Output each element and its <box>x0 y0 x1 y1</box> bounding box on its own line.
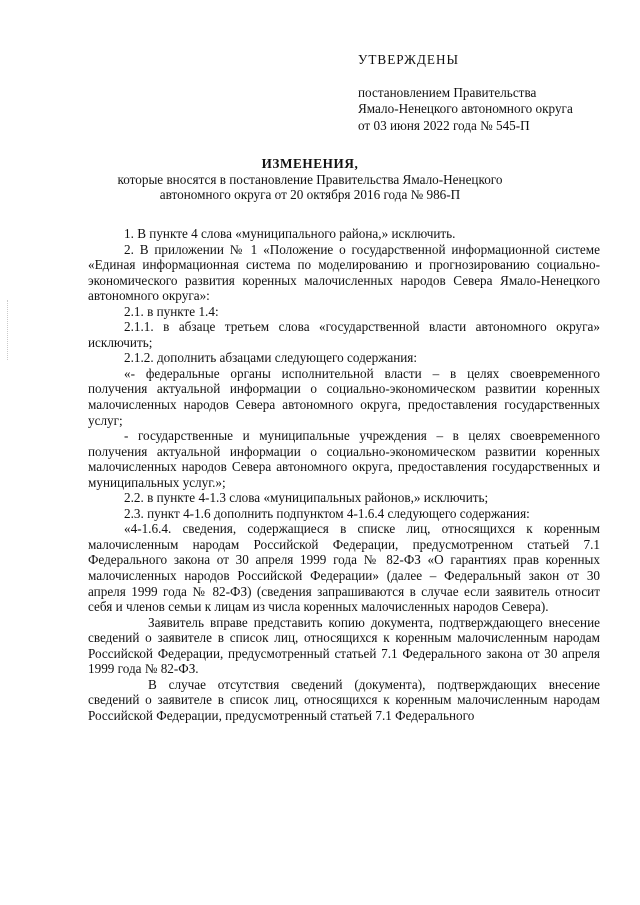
paragraph-federal-bodies: «- федеральные органы исполнительной власти – в целях своевременного получения актуальной информации о социально-экономическом развитии коренных малочисленных народов Севера автономного округа, предоставления государственных услуг; <box>88 365 600 428</box>
paragraph-2-3: 2.3. пункт 4-1.6 дополнить подпунктом 4-1.6.4 следующего содержания: <box>124 505 530 521</box>
approval-line: постановлением Правительства <box>358 84 537 100</box>
paragraph-2-2: 2.2. в пункте 4-1.3 слова «муниципальных районов,» исключить; <box>124 490 489 506</box>
paragraph-1: 1. В пункте 4 слова «муниципального района,» исключить. <box>124 226 456 241</box>
paragraph-4-1-6-4: «4-1.6.4. сведения, содержащиеся в списке лиц, относящихся к коренным малочисленным народам Российской Федерации, предусмотренном статьей 7.1 Федерального закона от 30 апреля 1999 года № 82-ФЗ «О гарантиях прав коренных малочисленных народов Российской Федерации» (далее – Федеральный закон от 30 апреля 1999 года № 82-ФЗ) (сведения запрашиваются в случае если заявитель относит себя и членов семьи к лицам из числа коренных малочисленных народов Севера). <box>88 521 600 615</box>
paragraph-institutions: - государственные и муниципальные учреждения – в целях своевременного получения актуальной информации о социально-экономическом развитии коренных малочисленных народов Севера автономного округа, предоставления государственных и муниципальных услуг.»; <box>88 428 600 490</box>
paragraph-2-1: 2.1. в пункте 1.4: <box>124 303 219 319</box>
paragraph-absence-of-info: В случае отсутствия сведений (документа), подтверждающих внесение сведений о заявителе в список лиц, относящихся к коренным малочисленным народам Российской Федерации, предусмотренный статьей 7.1 Федерального <box>88 676 600 723</box>
document-body <box>88 226 600 724</box>
heading-title: ИЗМЕНЕНИЯ, <box>261 156 359 171</box>
document-heading <box>110 156 510 203</box>
heading-subtitle-line: которые вносятся в постановление Правительства Ямало-Ненецкого <box>117 171 503 187</box>
scan-margin-mark <box>7 300 9 360</box>
approval-stamp <box>358 52 628 134</box>
approval-title: УТВЕРЖДЕНЫ <box>358 52 460 67</box>
paragraph-2-1-1: 2.1.1. в абзаце третьем слова «государственной власти автономного округа» исключить; <box>88 319 600 350</box>
paragraph-applicant-right: Заявитель вправе представить копию документа, подтверждающего внесение сведений о заявителе в список лиц, относящихся к коренным малочисленным народам Российской Федерации, предусмотренный статьей 7.1 Федерального закона от 30 апреля 1999 года № 82-ФЗ. <box>88 614 600 677</box>
heading-subtitle-line: автономного округа от 20 октября 2016 года № 986-П <box>159 187 461 202</box>
paragraph-2-1-2: 2.1.2. дополнить абзацами следующего содержания: <box>124 350 418 366</box>
approval-line: от 03 июня 2022 года № 545-П <box>358 117 530 133</box>
approval-line: Ямало-Ненецкого автономного округа <box>358 101 573 116</box>
paragraph-2: 2. В приложении № 1 «Положение о государственной информационной системе «Единая информационная система по моделированию и прогнозированию социально-экономического развития коренных малочисленных народов Севера Ямало-Ненецкого автономного округа»: <box>88 241 600 304</box>
